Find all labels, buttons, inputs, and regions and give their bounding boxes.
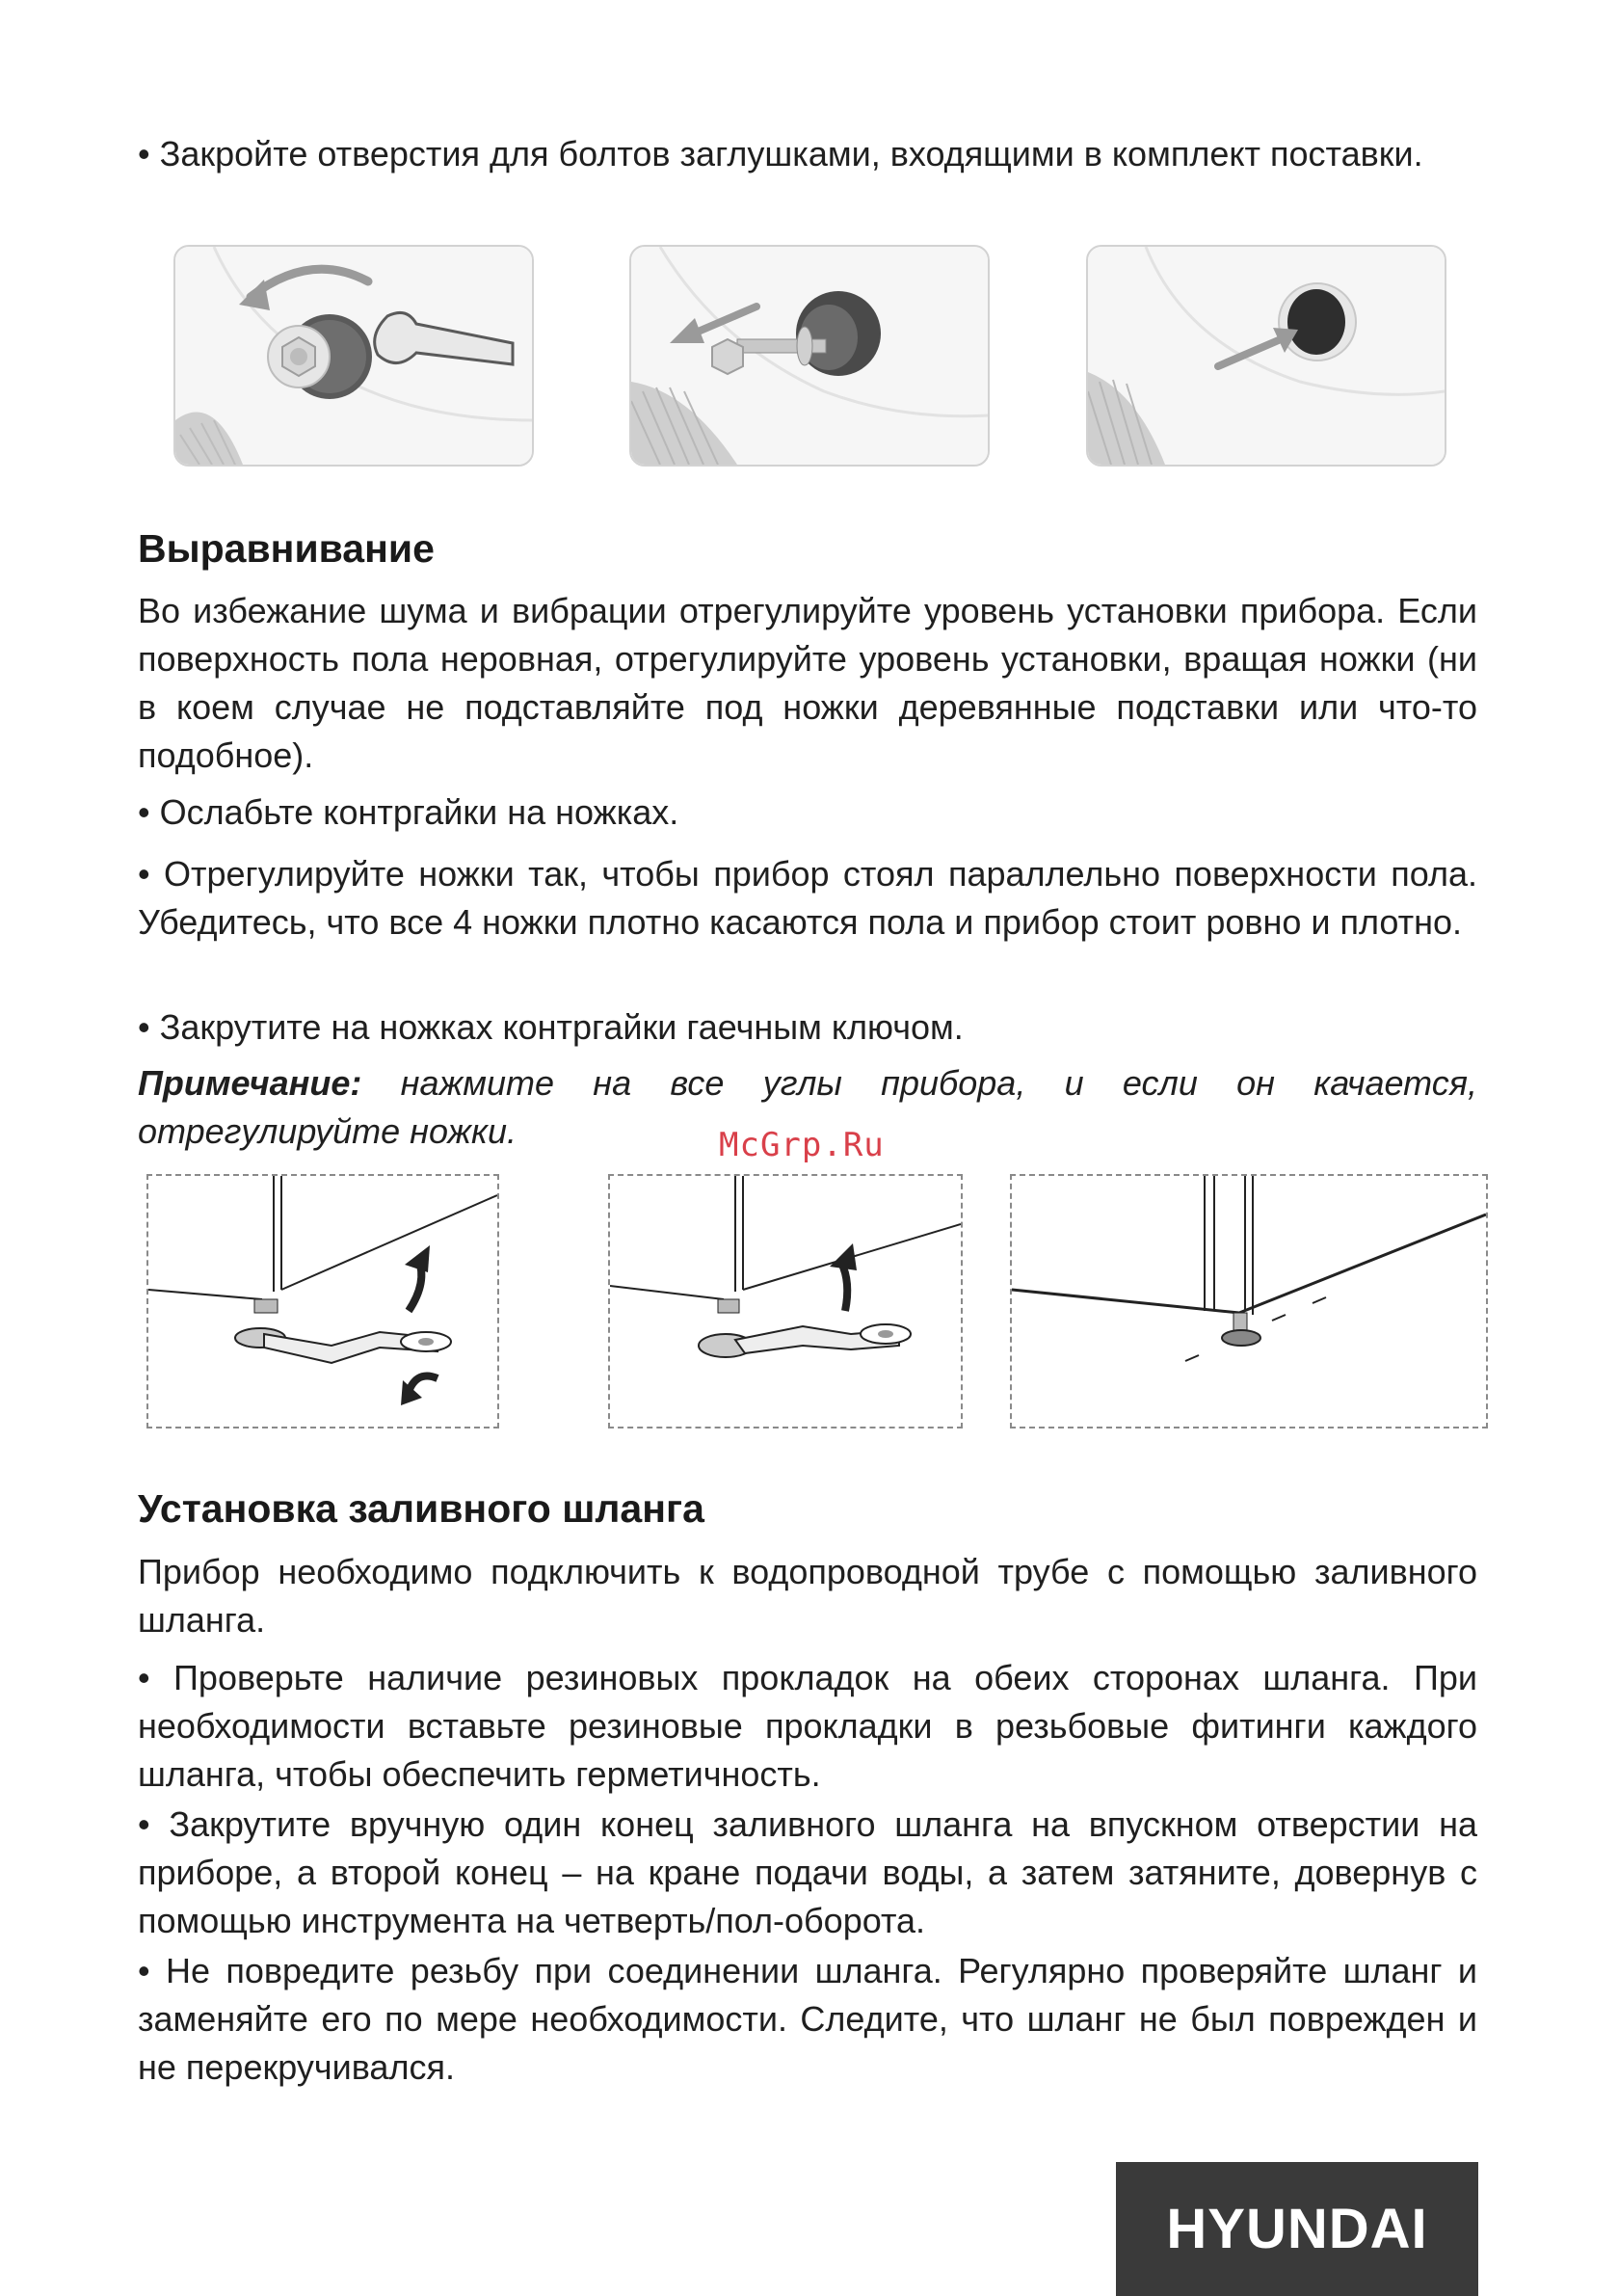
bullet-screw-hose: • Закрутите вручную один конец заливного шланга на впускном отверстии на приборе, а второй конец – на кране подачи воды, а затем затяните, довернув с помощью инструмента на четверть/пол-оборота. — [138, 1804, 1477, 1940]
bullet-check-gaskets: • Проверьте наличие резиновых прокладок на обеих сторонах шланга. При необходимости вставьте резиновые прокладки в резьбовые фитинги каждого шланга, чтобы обеспечить герметичность. — [138, 1658, 1477, 1794]
hose-paragraph: Прибор необходимо подключить к водопроводной трубе с помощью заливного шланга. — [138, 1552, 1477, 1640]
bullet-adjust-feet: • Отрегулируйте ножки так, чтобы прибор стоял параллельно поверхности пола. Убедитесь, что все 4 ножки плотно касаются пола и прибор стоит ровно и плотно. — [138, 854, 1477, 942]
section-heading-hose: Установка заливного шланга — [138, 1486, 704, 1531]
note-label: Примечание: — [138, 1063, 362, 1103]
photo-pull-out-bolt — [629, 245, 990, 467]
bullet-do-not-damage-thread: • Не повредите резьбу при соединении шланга. Регулярно проверяйте шланг и заменяйте его по мере необходимости. Следите, что шланг не был поврежден и не перекручивался. — [138, 1951, 1477, 2087]
section-heading-leveling: Выравнивание — [138, 526, 435, 571]
photo-remove-bolt-with-wrench — [173, 245, 534, 467]
bullet-close-bolt-holes: • Закройте отверстия для болтов заглушками, входящими в комплект поставки. — [138, 134, 1423, 174]
leveling-paragraph: Во избежание шума и вибрации отрегулируйте уровень установки прибора. Если поверхность пола неровная, отрегулируйте уровень установки, вращая ножки (ни в коем случае не подставляйте под ножки деревянные подставки или что-то подобное). — [138, 591, 1477, 775]
watermark: McGrp.Ru — [719, 1126, 885, 1164]
diagram-loosen-locknut — [146, 1174, 499, 1428]
photo-insert-plug — [1086, 245, 1446, 467]
diagram-adjust-foot — [608, 1174, 963, 1428]
bullet-tighten-locknuts: • Закрутите на ножках контргайки гаечным ключом. — [138, 1007, 964, 1047]
hyundai-logo: HYUNDAI — [1116, 2162, 1478, 2296]
bullet-loosen-locknuts: • Ослабьте контргайки на ножках. — [138, 792, 679, 832]
note-text: нажмите на все углы прибора, и если он качается, отрегулируйте ножки. — [138, 1063, 1477, 1151]
diagram-leveled-foot — [1010, 1174, 1488, 1428]
